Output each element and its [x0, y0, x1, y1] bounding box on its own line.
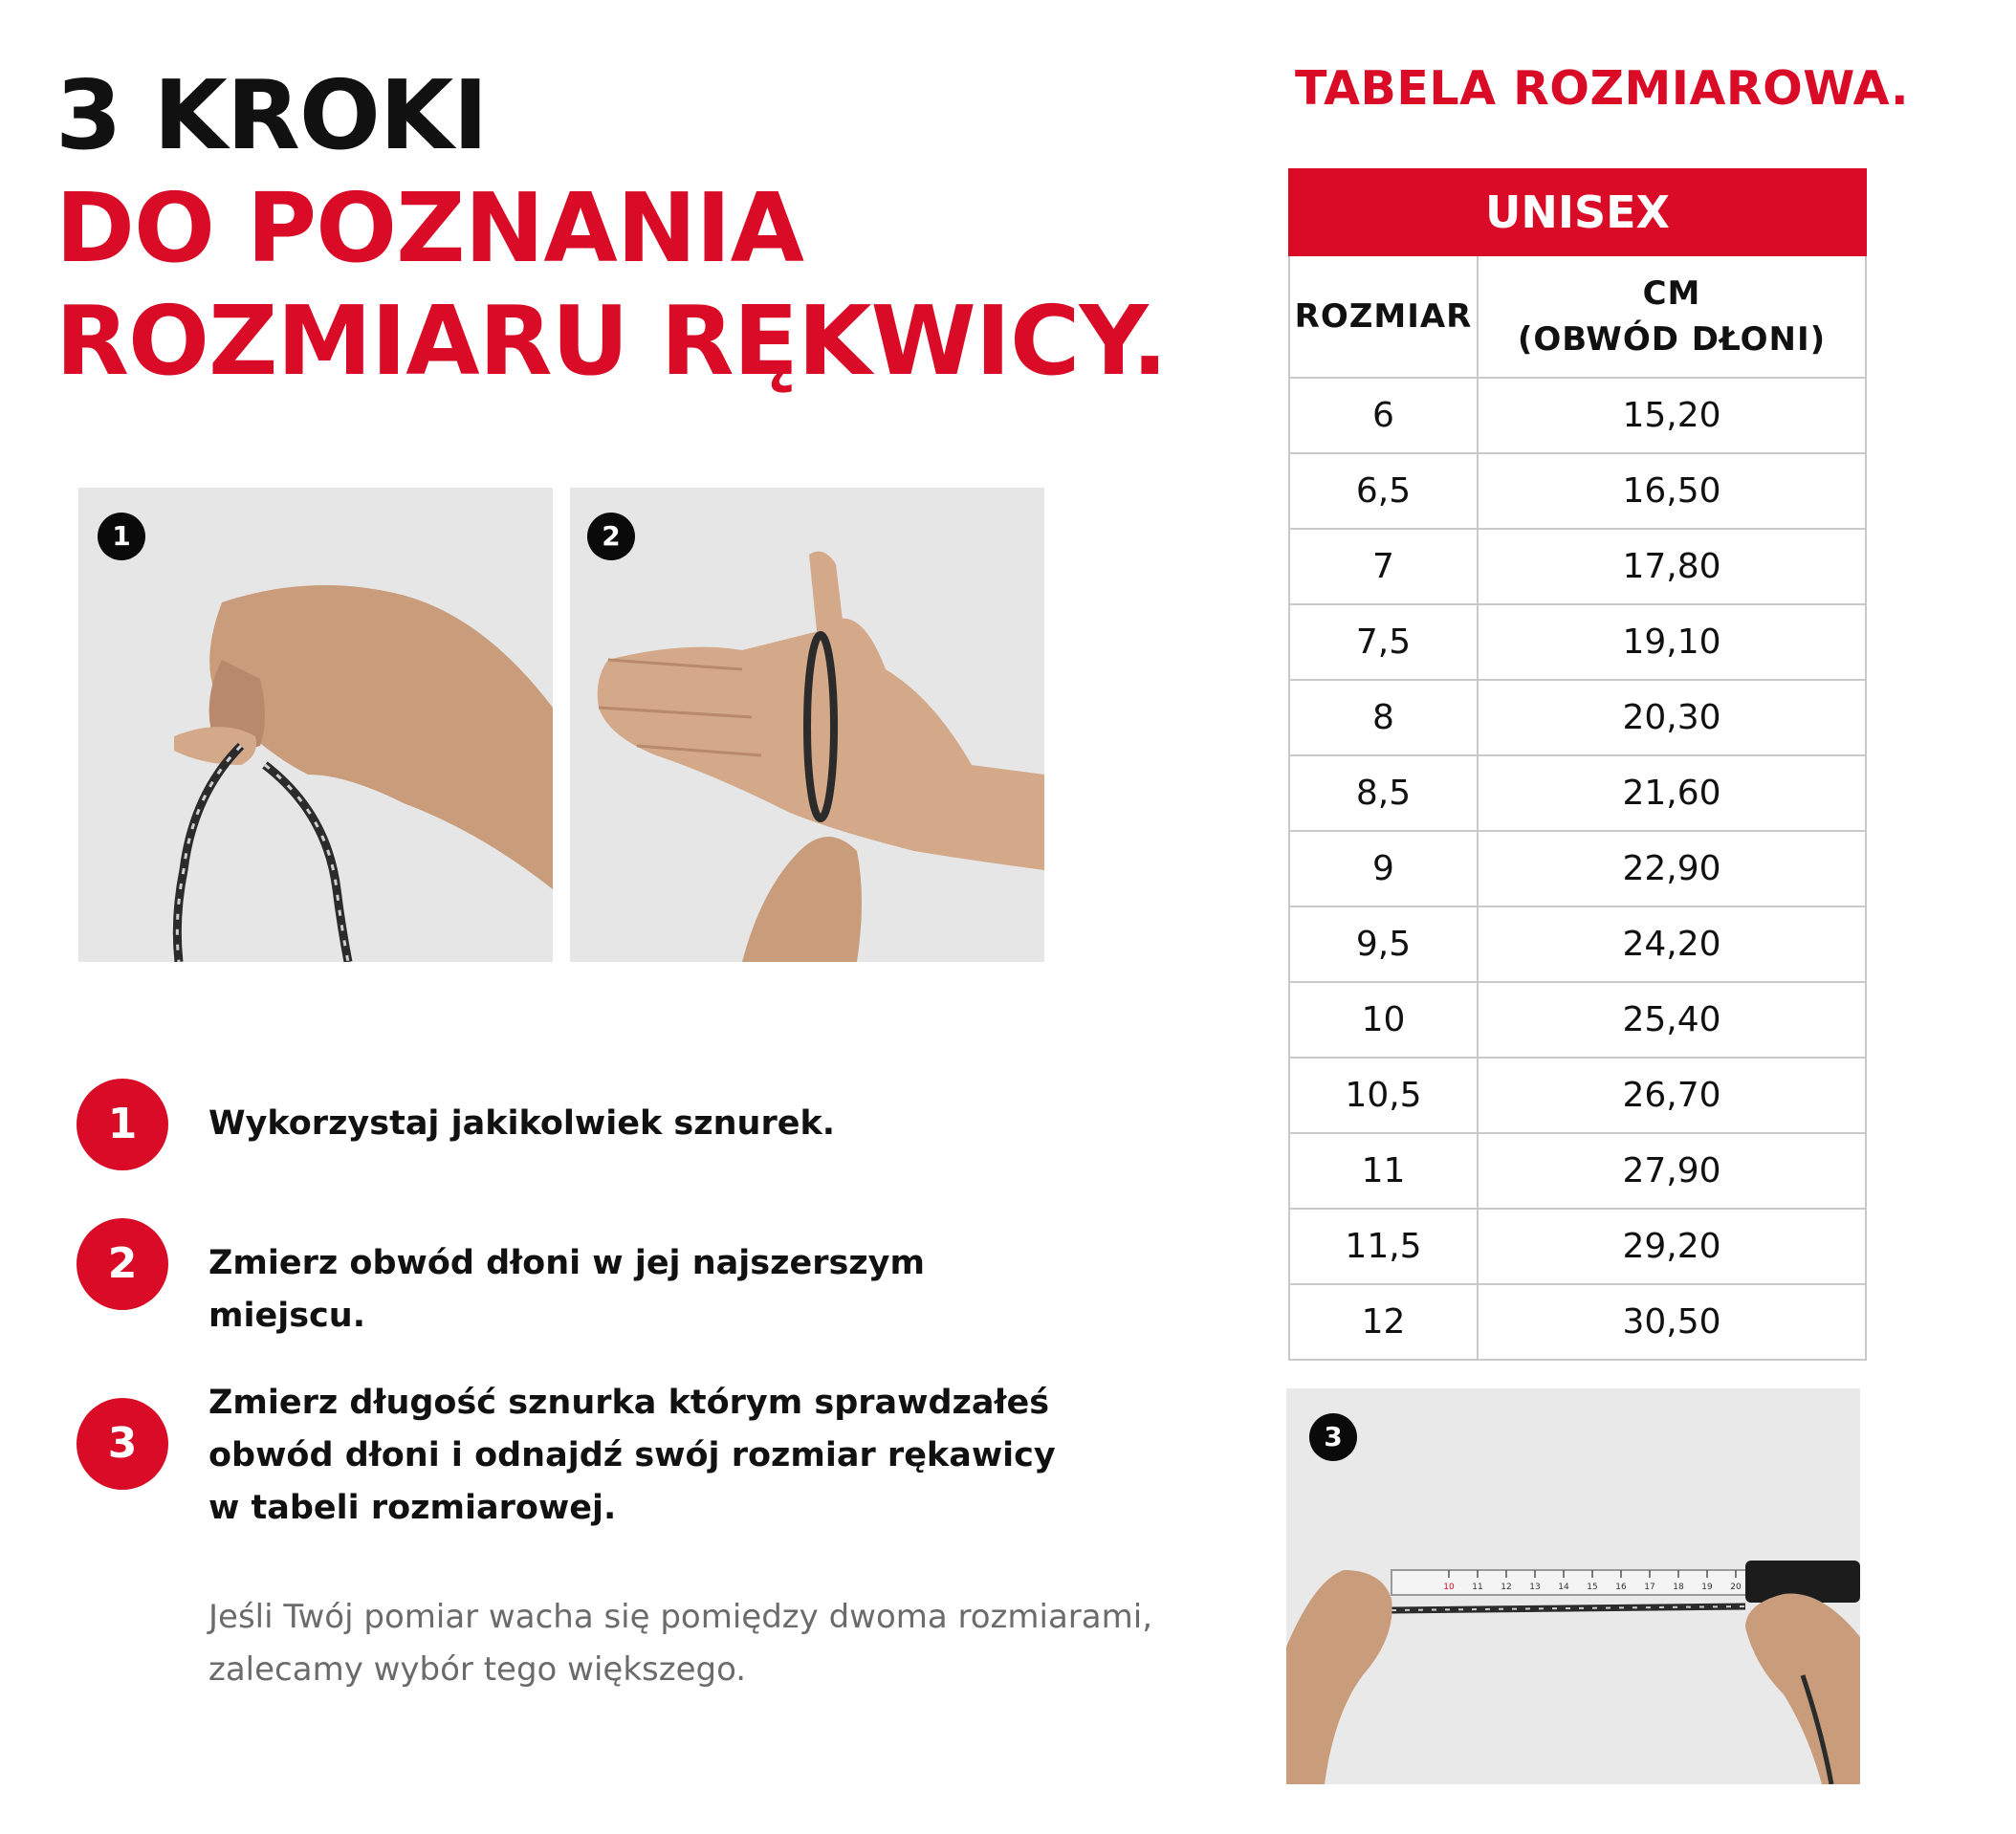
- title-line-2: DO POZNANIA: [55, 172, 804, 284]
- cm-cell: 22,90: [1478, 831, 1866, 906]
- step-2-text: Zmierz obwód dłoni w jej najszerszym miejscu.: [208, 1244, 925, 1335]
- cm-header-line-1: CM: [1642, 274, 1701, 313]
- size-row: [1289, 453, 1866, 529]
- size-cell: 8: [1289, 680, 1478, 755]
- photo-1-badge: 1: [98, 513, 145, 560]
- cm-cell: 25,40: [1478, 982, 1866, 1058]
- step-3-badge: 3: [77, 1398, 168, 1490]
- size-table: [1288, 168, 1867, 1361]
- tape-number: 20: [1730, 1583, 1742, 1592]
- size-column-header: ROZMIAR: [1289, 255, 1478, 378]
- cm-cell: 26,70: [1478, 1058, 1866, 1133]
- cm-cell: 17,80: [1478, 529, 1866, 604]
- size-cell: 11,5: [1289, 1209, 1478, 1284]
- size-note: Jeśli Twój pomiar wacha się pomiędzy dwoma rozmiarami, zalecamy wybór tego większego.: [208, 1598, 1152, 1689]
- page-title: [55, 59, 1167, 398]
- tape-number: 11: [1472, 1583, 1483, 1592]
- tape-measure-illustration: [1286, 1388, 1860, 1784]
- tape-number: 10: [1443, 1583, 1455, 1592]
- size-table-group-header: UNISEX: [1289, 169, 1866, 255]
- size-cell: 9: [1289, 831, 1478, 906]
- tape-number: 19: [1701, 1583, 1713, 1592]
- step-1-badge: 1: [77, 1079, 168, 1170]
- size-cell: 7: [1289, 529, 1478, 604]
- hand-holding-string-illustration: [78, 488, 553, 962]
- tape-number: 14: [1558, 1583, 1569, 1592]
- size-cell: 6,5: [1289, 453, 1478, 529]
- tape-number: 17: [1644, 1583, 1655, 1592]
- size-cell: 10: [1289, 982, 1478, 1058]
- size-row: [1289, 529, 1866, 604]
- size-cell: 11: [1289, 1133, 1478, 1209]
- tape-number: 15: [1587, 1583, 1598, 1592]
- size-table-title: TABELA ROZMIAROWA.: [1295, 61, 1910, 116]
- size-row: [1289, 1058, 1866, 1133]
- tape-number: 16: [1615, 1583, 1627, 1592]
- size-table-body: [1289, 378, 1866, 1360]
- tape-number: 12: [1501, 1583, 1512, 1592]
- size-cell: 6: [1289, 378, 1478, 453]
- tape-number: 13: [1529, 1583, 1541, 1592]
- palm-with-string-illustration: [570, 488, 1044, 962]
- size-row: [1289, 1209, 1866, 1284]
- cm-header-line-2: (OBWÓD DŁONI): [1517, 320, 1827, 359]
- title-line-3: ROZMIARU RĘKWICY.: [55, 285, 1168, 397]
- size-row: [1289, 680, 1866, 755]
- step-3-text: Zmierz długość sznurka którym sprawdzałeś obwód dłoni i odnajdź swój rozmiar rękawicy w tabeli rozmiarowej.: [208, 1384, 1056, 1527]
- cm-cell: 21,60: [1478, 755, 1866, 831]
- step-2-photo: [570, 488, 1044, 962]
- step-1-photo: [78, 488, 553, 962]
- cm-cell: 19,10: [1478, 604, 1866, 680]
- size-cell: 8,5: [1289, 755, 1478, 831]
- title-line-1: 3 KROKI: [55, 59, 488, 171]
- size-row: [1289, 604, 1866, 680]
- cm-cell: 15,20: [1478, 378, 1866, 453]
- step-3-photo: [1286, 1388, 1860, 1784]
- step-1-text: Wykorzystaj jakikolwiek sznurek.: [208, 1104, 836, 1143]
- cm-cell: 20,30: [1478, 680, 1866, 755]
- cm-cell: 16,50: [1478, 453, 1866, 529]
- cm-cell: 29,20: [1478, 1209, 1866, 1284]
- tape-number: 18: [1673, 1583, 1684, 1592]
- photo-3-badge: 3: [1309, 1413, 1357, 1461]
- size-row: [1289, 982, 1866, 1058]
- photo-2-badge: 2: [587, 513, 635, 560]
- size-row: [1289, 1133, 1866, 1209]
- step-2-badge: 2: [77, 1218, 168, 1310]
- size-cell: 10,5: [1289, 1058, 1478, 1133]
- size-row: [1289, 378, 1866, 453]
- cm-cell: 27,90: [1478, 1133, 1866, 1209]
- cm-cell: 30,50: [1478, 1284, 1866, 1360]
- size-cell: 9,5: [1289, 906, 1478, 982]
- cm-column-header: [1478, 255, 1866, 378]
- size-cell: 7,5: [1289, 604, 1478, 680]
- size-row: [1289, 755, 1866, 831]
- size-row: [1289, 1284, 1866, 1360]
- size-row: [1289, 831, 1866, 906]
- cm-cell: 24,20: [1478, 906, 1866, 982]
- size-row: [1289, 906, 1866, 982]
- size-cell: 12: [1289, 1284, 1478, 1360]
